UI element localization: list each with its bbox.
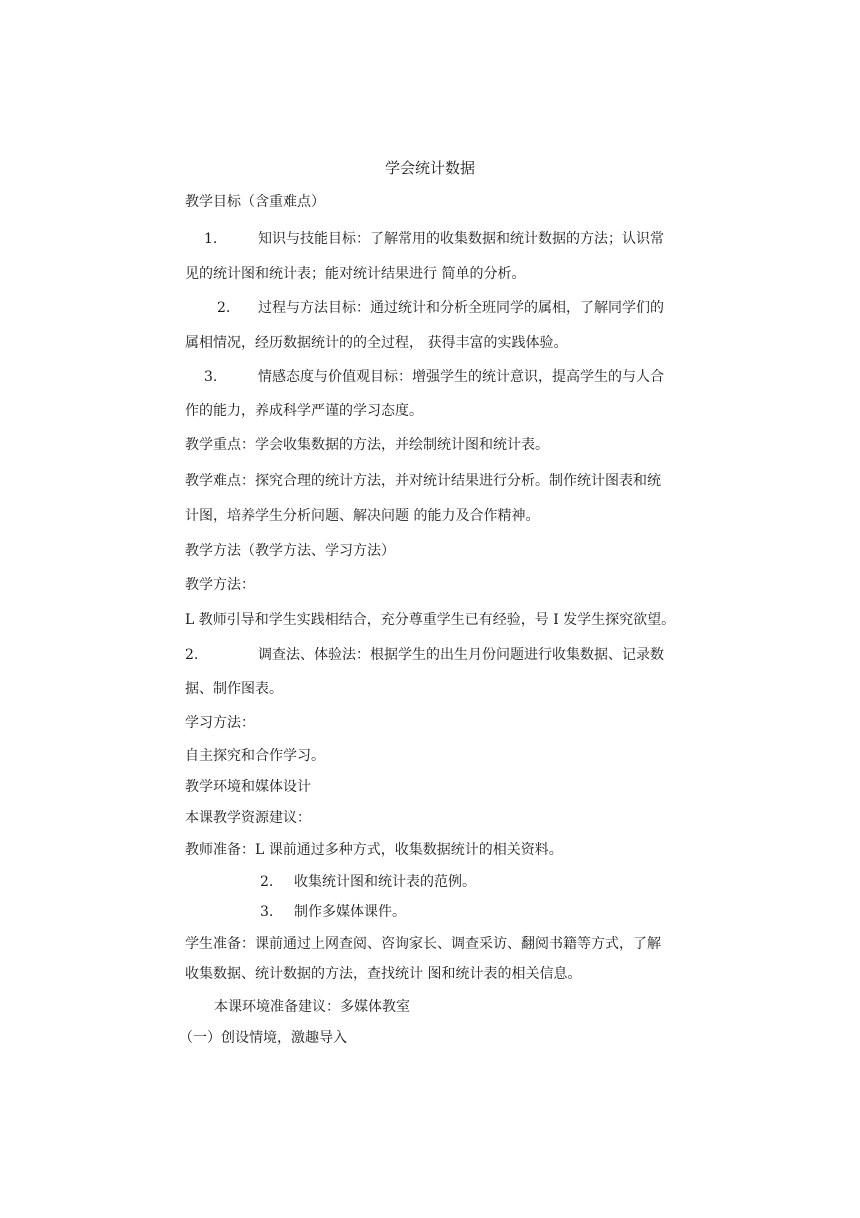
objective-3-number: 3. <box>204 369 218 385</box>
student-prep: 学生准备：课前通过上网查阅、咨询家长、调查采访、翻阅书籍等方式，了解 <box>185 936 661 952</box>
learning-methods: 自主探究和合作学习。 <box>185 748 325 764</box>
teacher-prep-2-text: 收集统计图和统计表的范例。 <box>294 874 476 890</box>
method-2-number: 2. <box>185 647 199 663</box>
environment-prep: 本课环境准备建议：多媒体教室 <box>214 999 410 1015</box>
objective-2-text: 过程与方法目标：通过统计和分析全班同学的属相，了解同学们的 <box>258 300 664 316</box>
objective-3-text: 情感态度与价值观目标：增强学生的统计意识，提高学生的与人合 <box>258 369 664 385</box>
method-1: L 教师引导和学生实践相结合，充分尊重学生已有经验，号 I 发学生探究欲望。 <box>185 612 676 628</box>
teacher-prep-3-text: 制作多媒体课件。 <box>294 904 406 920</box>
document-title: 学会统计数据 <box>384 159 475 177</box>
difficulty: 教学难点：探究合理的统计方法，并对统计结果进行分析。制作统计图表和统 <box>185 473 661 489</box>
key-point: 教学重点：学会收集数据的方法，并绘制统计图和统计表。 <box>185 437 549 453</box>
method-2-text: 调查法、体验法：根据学生的出生月份问题进行收集数据、记录数 <box>258 647 664 663</box>
learning-methods-label: 学习方法： <box>185 715 255 731</box>
section-heading-methods: 教学方法（教学方法、学习方法） <box>185 543 395 559</box>
section-heading-objectives: 教学目标（含重难点） <box>185 194 325 210</box>
difficulty-continuation: 计图，培养学生分析问题、解决问题 的能力及合作精神。 <box>185 508 540 524</box>
section-heading-environment: 教学环境和媒体设计 <box>185 779 311 795</box>
objective-2-number: 2. <box>217 300 231 316</box>
objective-1-number: 1. <box>204 231 218 247</box>
section-heading-1: （一）创设情境，激趣导入 <box>179 1030 347 1046</box>
teacher-prep-3-number: 3. <box>260 904 274 920</box>
teacher-prep-2-number: 2. <box>260 874 274 890</box>
objective-3-continuation: 作的能力，养成科学严谨的学习态度。 <box>185 403 423 419</box>
objective-1-text: 知识与技能目标：了解常用的收集数据和统计数据的方法；认识常 <box>258 231 664 247</box>
teaching-methods-label: 教学方法： <box>185 577 255 593</box>
method-2-continuation: 据、制作图表。 <box>185 681 283 697</box>
teacher-prep: 教师准备：L 课前通过多种方式，收集数据统计的相关资料。 <box>185 842 563 858</box>
student-prep-continuation: 收集数据、统计数据的方法，查找统计 图和统计表的相关信息。 <box>185 966 582 982</box>
objective-1-continuation: 见的统计图和统计表；能对统计结果进行 简单的分析。 <box>185 266 526 282</box>
resources-label: 本课教学资源建议： <box>185 810 311 826</box>
objective-2-continuation: 属相情况，经历数据统计的的全过程， 获得丰富的实践体验。 <box>185 335 568 351</box>
